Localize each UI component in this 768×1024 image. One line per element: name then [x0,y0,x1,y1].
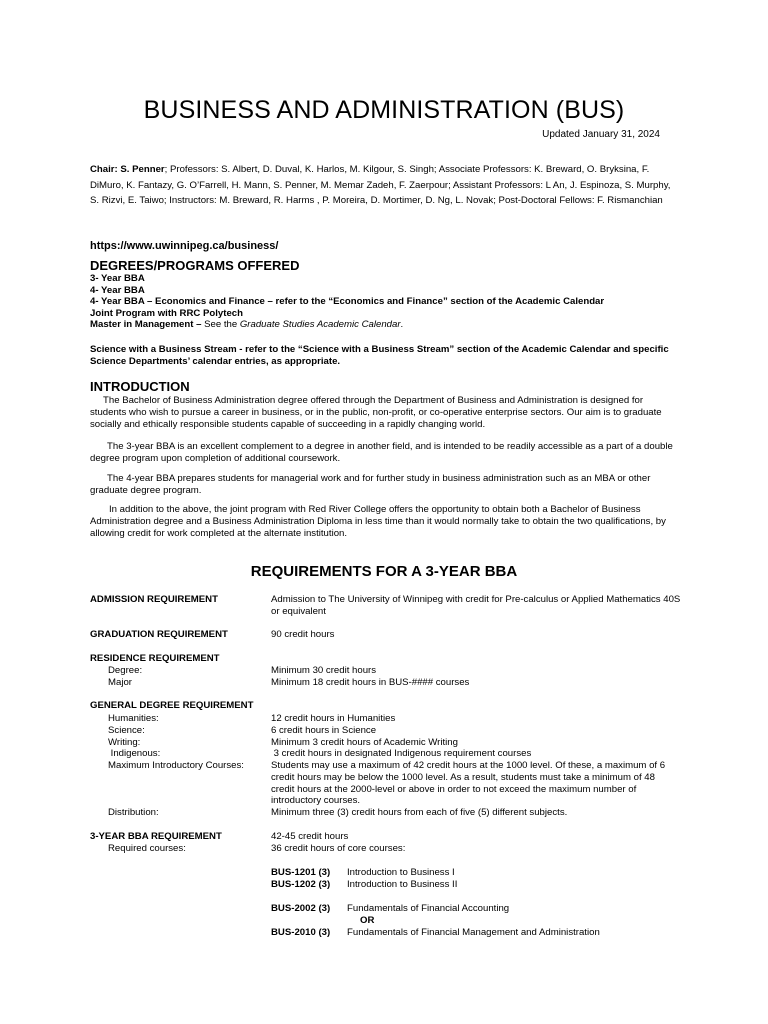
general-writing-label: Writing: [108,737,141,748]
admission-value: Admission to The University of Winnipeg with credit for Pre-calculus or Applied Mathematics 40S or equivalent [271,594,681,617]
residence-major-value: Minimum 18 credit hours in BUS-#### courses [271,677,470,688]
general-distribution-label: Distribution: [108,807,159,818]
required-courses-label: Required courses: [108,843,186,854]
general-indigenous-label: Indigenous: [108,748,161,759]
bba-requirement-value: 42-45 credit hours [271,831,349,842]
faculty-names: ; Professors: S. Albert, D. Duval, K. Harlos, M. Kilgour, S. Singh; Associate Professors: K. Breward, O. Bryksina, F. DiMuro, K. Fantazy, G. O’Farrell, H. Mann, S. Penner, M. Memar Zadeh, F. Zaerpour; Assistant Professors: L An, J. Espinoza, S. Murphy, S. Rizvi, E. Taiwo; Instructors: M. Breward, R. Harms , P. Moreira, D. Mortimer, D. Ng, L. Novak; Post-Doctoral Fellows: F. Rismanchian [90,164,671,206]
course-title: Introduction to Business I [347,867,455,878]
intro-heading: INTRODUCTION [90,379,190,394]
general-label: GENERAL DEGREE REQUIREMENT [90,700,254,711]
chair-label: Chair: S. Penner [90,164,165,175]
degrees-heading: DEGREES/PROGRAMS OFFERED [90,258,300,273]
bba-requirement-label: 3-YEAR BBA REQUIREMENT [90,831,222,842]
residence-degree-label: Degree: [108,665,143,676]
course-title: Fundamentals of Financial Management and Administration [347,927,600,938]
degree-item: 4- Year BBA – Economics and Finance – refer to the “Economics and Finance” section of the Academic Calendar [90,296,605,308]
general-science-label: Science: [108,725,145,736]
general-intro-courses-label: Maximum Introductory Courses: [108,760,244,771]
general-humanities-value: 12 credit hours in Humanities [271,713,396,724]
general-humanities-label: Humanities: [108,713,159,724]
general-science-value: 6 credit hours in Science [271,725,377,736]
or-separator: OR [360,915,375,926]
master-label: Master in Management – [90,319,205,331]
general-distribution-value: Minimum three (3) credit hours from each of five (5) different subjects. [271,807,568,818]
intro-paragraph: The 4-year BBA prepares students for managerial work and for further study in business administration such as an MBA or other graduate degree program. [90,473,651,496]
intro-paragraph: The Bachelor of Business Administration degree offered through the Department of Business and Administration is designed for students who wish to pursue a career in business, or in the public, non-profit, or co-operative enterprise sectors. Our aim is to graduate socially and ethically responsible students capable of succeeding in a rapidly changing world. [90,395,662,430]
degree-item: Joint Program with RRC Polytech [90,307,243,319]
course-title: Introduction to Business II [347,879,458,890]
degree-item: 4- Year BBA [90,284,145,296]
course-code: BUS-2010 (3) [271,927,331,938]
course-title: Fundamentals of Financial Accounting [347,903,510,914]
required-courses-value: 36 credit hours of core courses: [271,843,406,854]
master-end: . [400,319,404,331]
graduation-label: GRADUATION REQUIREMENT [90,629,228,640]
general-intro-courses-value: Students may use a maximum of 42 credit hours at the 1000 level. Of these, a maximum of 6 credit hours may be below the 1000 level. As a result, students must take a minimum of 48 credit hours at the 2000-level or above in order to not exceed the maximum number of introductory courses. [271,760,666,807]
intro-paragraph: The 3-year BBA is an excellent complement to a degree in another field, and is intended to be readily accessible as a part of a double degree program upon completion of additional coursework. [90,441,673,464]
course-code: BUS-2002 (3) [271,903,331,914]
general-writing-value: Minimum 3 credit hours of Academic Writing [271,737,458,748]
course-code: BUS-1202 (3) [271,879,331,890]
page-title: BUSINESS AND ADMINISTRATION (BUS) [143,96,625,124]
updated-date: Updated January 31, 2024 [542,129,660,140]
department-link[interactable]: https://www.uwinnipeg.ca/business/ [90,240,279,252]
degree-item: 3- Year BBA [90,273,145,284]
master-see: See the [204,319,240,331]
admission-label: ADMISSION REQUIREMENT [90,594,218,605]
requirements-heading: REQUIREMENTS FOR A 3-YEAR BBA [250,563,518,580]
residence-major-label: Major [108,677,132,688]
graduation-value: 90 credit hours [271,629,335,640]
degrees-list [90,273,690,331]
faculty-list [90,162,680,209]
degree-item-master [90,319,690,331]
course-code: BUS-1201 (3) [271,867,331,878]
general-indigenous-value: 3 credit hours in designated Indigenous requirement courses [271,748,532,759]
residence-degree-value: Minimum 30 credit hours [271,665,377,676]
residence-label: RESIDENCE REQUIREMENT [90,653,220,664]
science-stream-note: Science with a Business Stream - refer to the “Science with a Business Stream” section of the Academic Calendar and specific Science Departments’ calendar entries, as appropriate. [90,344,669,367]
intro-paragraph: In addition to the above, the joint program with Red River College offers the opportunity to obtain both a Bachelor of Business Administration degree and a Business Administration Diploma in less time than it would normally take to obtain the two qualifications, by allowing credit for work completed at the alternate institution. [90,504,666,539]
master-calendar-ref: Graduate Studies Academic Calendar [239,319,401,331]
